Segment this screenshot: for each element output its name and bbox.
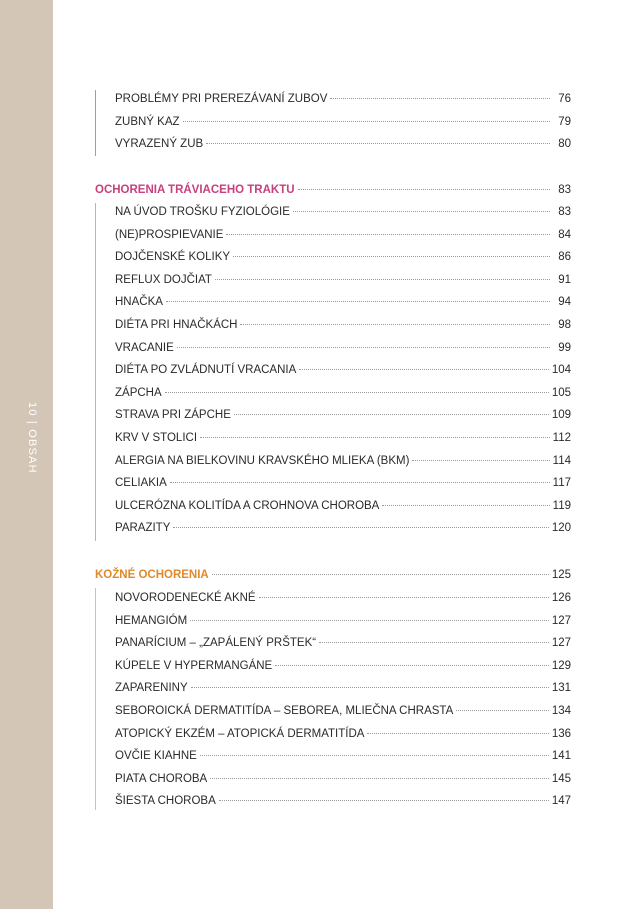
- toc-page: 94: [558, 296, 571, 309]
- toc-page: 127: [551, 614, 571, 627]
- toc-row[interactable]: [95, 229, 571, 245]
- toc-title: KÚPELE V HYPERMANGÁNE: [115, 659, 273, 672]
- toc-page: 129: [551, 659, 571, 672]
- toc-row[interactable]: [95, 251, 571, 267]
- toc-row[interactable]: [95, 615, 571, 631]
- dot-leader: [259, 597, 549, 598]
- dot-leader: [177, 347, 550, 348]
- toc-title: OVČIE KIAHNE: [115, 750, 197, 763]
- toc-title: ŠIESTA CHOROBA: [115, 795, 216, 808]
- toc-title: SEBOROICKÁ DERMATITÍDA – SEBOREA, MLIEČNA CHRASTA: [115, 705, 454, 717]
- dot-leader: [190, 620, 549, 621]
- toc-page: 120: [551, 522, 571, 535]
- toc-row[interactable]: [95, 660, 571, 676]
- toc-title: (NE)PROSPIEVANIE: [115, 228, 224, 241]
- toc-row[interactable]: [95, 728, 571, 744]
- toc-row[interactable]: [95, 409, 571, 425]
- toc-row[interactable]: [95, 477, 571, 493]
- dot-leader: [226, 234, 550, 235]
- toc-title: NA ÚVOD TROŠKU FYZIOLÓGIE: [115, 206, 290, 218]
- toc-page: 104: [551, 364, 571, 377]
- toc-title: ALERGIA NA BIELKOVINU KRAVSKÉHO MLIEKA (BKM): [115, 454, 410, 467]
- toc-page: 99: [558, 341, 571, 354]
- toc-title: DIÉTA PRI HNAČKÁCH: [115, 319, 238, 331]
- toc-section-digestive[interactable]: [95, 184, 571, 200]
- toc-row[interactable]: [95, 795, 571, 811]
- toc-title: DIÉTA PO ZVLÁDNUTÍ VRACANIA: [115, 364, 297, 377]
- dot-leader: [200, 755, 549, 756]
- toc-page: 147: [551, 795, 571, 808]
- toc-row[interactable]: [95, 387, 571, 403]
- dot-leader: [210, 778, 549, 779]
- toc-page: 131: [551, 682, 571, 695]
- dot-leader: [382, 505, 549, 506]
- toc-page: 76: [558, 93, 571, 105]
- toc-page: 83: [558, 184, 571, 196]
- toc-page: 136: [551, 727, 571, 740]
- dot-leader: [183, 121, 550, 122]
- toc-page: 134: [551, 705, 571, 717]
- toc-page: 119: [552, 499, 571, 512]
- toc-title: ULCERÓZNA KOLITÍDA A CROHNOVA CHOROBA: [115, 499, 380, 512]
- dot-leader: [215, 279, 550, 280]
- dot-leader: [166, 301, 550, 302]
- toc-row[interactable]: [95, 138, 571, 154]
- toc-row[interactable]: [95, 522, 571, 538]
- dot-leader: [165, 392, 549, 393]
- toc-section-skin[interactable]: [95, 569, 571, 585]
- toc-title: VRACANIE: [115, 341, 174, 354]
- toc-page: 112: [552, 432, 571, 444]
- toc-page: 126: [551, 592, 571, 604]
- toc-page: 84: [558, 228, 571, 241]
- toc-page: 79: [558, 116, 571, 128]
- toc-row[interactable]: [95, 319, 571, 335]
- dot-leader: [298, 189, 550, 190]
- toc-title: ZÁPCHA: [115, 386, 162, 399]
- toc-title: ZAPARENINY: [115, 682, 188, 695]
- dot-leader: [191, 687, 549, 688]
- side-page-label: 10 | OBSAH: [26, 402, 38, 474]
- dot-leader: [219, 800, 549, 801]
- toc-title: PARAZITY: [115, 522, 171, 535]
- toc-row[interactable]: [95, 93, 571, 109]
- toc-page: 125: [551, 569, 571, 581]
- dot-leader: [212, 574, 549, 575]
- toc-row[interactable]: [95, 637, 571, 653]
- toc-row[interactable]: [95, 705, 571, 721]
- toc-page: 83: [558, 206, 571, 218]
- toc-row[interactable]: [95, 206, 571, 222]
- toc-title: KRV V STOLICI: [115, 432, 198, 444]
- toc-title: PROBLÉMY PRI PREREZÁVANÍ ZUBOV: [115, 93, 328, 105]
- toc-row[interactable]: [95, 432, 571, 448]
- dot-leader: [200, 437, 550, 438]
- toc-row[interactable]: [95, 274, 571, 290]
- toc-page: 141: [551, 750, 571, 763]
- dot-leader: [206, 143, 550, 144]
- toc-page: 86: [558, 251, 571, 264]
- toc-section-title: KOŽNÉ OCHORENIA: [95, 569, 209, 581]
- toc-page: 98: [558, 319, 571, 331]
- toc-title: DOJČENSKÉ KOLIKY: [115, 251, 231, 264]
- toc-title: HEMANGIÓM: [115, 614, 188, 627]
- dot-leader: [367, 733, 548, 734]
- toc-page: 105: [551, 386, 571, 399]
- toc-row[interactable]: [95, 364, 571, 380]
- toc-row[interactable]: [95, 682, 571, 698]
- toc-row[interactable]: [95, 296, 571, 312]
- dot-leader: [412, 460, 549, 461]
- dot-leader: [275, 665, 549, 666]
- toc-row[interactable]: [95, 750, 571, 766]
- toc-row[interactable]: [95, 455, 571, 471]
- dot-leader: [173, 527, 548, 528]
- toc-title: CELIAKIA: [115, 477, 167, 490]
- toc-page: 114: [552, 454, 571, 467]
- dot-leader: [330, 98, 550, 99]
- toc-title: VYRAZENÝ ZUB: [115, 138, 204, 150]
- toc-row[interactable]: [95, 500, 571, 516]
- toc-page: 145: [551, 772, 571, 785]
- dot-leader: [319, 642, 549, 643]
- dot-leader: [234, 414, 549, 415]
- dot-leader: [299, 369, 549, 370]
- page-sidebar: [0, 0, 53, 909]
- dot-leader: [293, 211, 550, 212]
- dot-leader: [170, 482, 550, 483]
- toc-row[interactable]: [95, 342, 571, 358]
- toc-title: ATOPICKÝ EKZÉM – ATOPICKÁ DERMATITÍDA: [115, 727, 365, 740]
- toc-title: PIATA CHOROBA: [115, 772, 208, 785]
- toc-title: NOVORODENECKÉ AKNÉ: [115, 592, 256, 604]
- dot-leader: [233, 256, 550, 257]
- toc-page: 117: [552, 477, 571, 490]
- toc-title: PANARÍCIUM – „ZAPÁLENÝ PRŠTEK“: [115, 637, 317, 650]
- dot-leader: [456, 710, 549, 711]
- toc-title: STRAVA PRI ZÁPCHE: [115, 409, 231, 422]
- toc-title: HNAČKA: [115, 296, 163, 309]
- toc-row[interactable]: [95, 592, 571, 608]
- toc-page: 91: [558, 273, 571, 286]
- toc-title: REFLUX DOJČIAT: [115, 273, 212, 286]
- toc-page: 109: [551, 409, 571, 422]
- toc-page: 80: [558, 138, 571, 150]
- toc-page: 127: [551, 637, 571, 650]
- dot-leader: [240, 324, 550, 325]
- toc-row[interactable]: [95, 773, 571, 789]
- toc-section-title: OCHORENIA TRÁVIACEHO TRAKTU: [95, 184, 295, 196]
- toc-row[interactable]: [95, 116, 571, 132]
- toc-title: ZUBNÝ KAZ: [115, 116, 180, 128]
